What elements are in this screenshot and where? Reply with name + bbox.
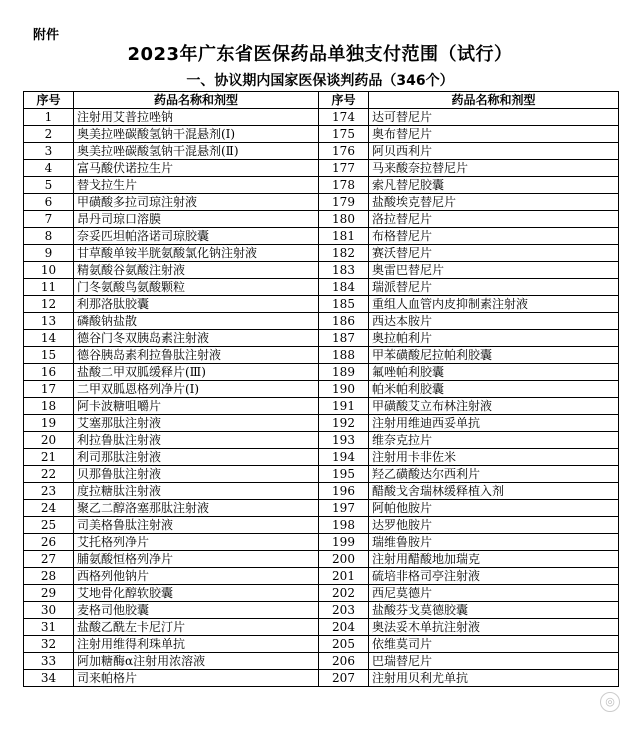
row-left-drug-name: 磷酸钠盐散 bbox=[74, 313, 319, 330]
row-left-drug-name: 贝那鲁肽注射液 bbox=[74, 466, 319, 483]
row-left-drug-name: 度拉糖肽注射液 bbox=[74, 483, 319, 500]
row-left-number: 17 bbox=[24, 381, 74, 398]
row-right-number: 191 bbox=[319, 398, 369, 415]
row-left-number: 27 bbox=[24, 551, 74, 568]
row-right-drug-name: 维奈克拉片 bbox=[369, 432, 619, 449]
table-row bbox=[24, 279, 619, 296]
row-left-number: 20 bbox=[24, 432, 74, 449]
table-row bbox=[24, 449, 619, 466]
row-left-number: 33 bbox=[24, 653, 74, 670]
row-left-number: 18 bbox=[24, 398, 74, 415]
row-left-number: 16 bbox=[24, 364, 74, 381]
table-row bbox=[24, 517, 619, 534]
row-right-drug-name: 帕米帕利胶囊 bbox=[369, 381, 619, 398]
table-row bbox=[24, 500, 619, 517]
row-left-drug-name: 麦格司他胶囊 bbox=[74, 602, 319, 619]
row-right-number: 181 bbox=[319, 228, 369, 245]
row-right-drug-name: 甲磺酸艾立布林注射液 bbox=[369, 398, 619, 415]
row-left-number: 10 bbox=[24, 262, 74, 279]
row-right-drug-name: 马来酸奈拉替尼片 bbox=[369, 160, 619, 177]
row-left-drug-name: 利那洛肽胶囊 bbox=[74, 296, 319, 313]
column-header-right-name: 药品名称和剂型 bbox=[369, 92, 619, 109]
row-right-drug-name: 洛拉替尼片 bbox=[369, 211, 619, 228]
row-left-drug-name: 西格列他钠片 bbox=[74, 568, 319, 585]
row-left-number: 31 bbox=[24, 619, 74, 636]
row-left-drug-name: 司美格鲁肽注射液 bbox=[74, 517, 319, 534]
row-right-number: 194 bbox=[319, 449, 369, 466]
row-right-number: 179 bbox=[319, 194, 369, 211]
row-right-number: 193 bbox=[319, 432, 369, 449]
row-right-drug-name: 注射用卡非佐米 bbox=[369, 449, 619, 466]
table-row bbox=[24, 415, 619, 432]
row-left-number: 30 bbox=[24, 602, 74, 619]
table-row bbox=[24, 432, 619, 449]
table-row bbox=[24, 245, 619, 262]
row-right-number: 200 bbox=[319, 551, 369, 568]
row-right-number: 204 bbox=[319, 619, 369, 636]
row-right-drug-name: 注射用维迪西妥单抗 bbox=[369, 415, 619, 432]
row-right-number: 188 bbox=[319, 347, 369, 364]
row-left-number: 6 bbox=[24, 194, 74, 211]
row-left-number: 12 bbox=[24, 296, 74, 313]
row-left-drug-name: 奥美拉唑碳酸氢钠干混悬剂(Ⅰ) bbox=[74, 126, 319, 143]
table-row bbox=[24, 211, 619, 228]
table-row bbox=[24, 364, 619, 381]
row-right-number: 190 bbox=[319, 381, 369, 398]
row-right-number: 197 bbox=[319, 500, 369, 517]
row-right-number: 182 bbox=[319, 245, 369, 262]
row-left-drug-name: 甘草酸单铵半胱氨酸氯化钠注射液 bbox=[74, 245, 319, 262]
row-right-drug-name: 注射用醋酸地加瑞克 bbox=[369, 551, 619, 568]
table-row bbox=[24, 262, 619, 279]
row-left-number: 3 bbox=[24, 143, 74, 160]
row-right-number: 202 bbox=[319, 585, 369, 602]
row-left-drug-name: 富马酸伏诺拉生片 bbox=[74, 160, 319, 177]
row-left-drug-name: 替戈拉生片 bbox=[74, 177, 319, 194]
row-right-number: 178 bbox=[319, 177, 369, 194]
document-title: 2023年广东省医保药品单独支付范围（试行） bbox=[127, 44, 513, 65]
row-left-number: 13 bbox=[24, 313, 74, 330]
row-right-number: 199 bbox=[319, 534, 369, 551]
table-row bbox=[24, 160, 619, 177]
drug-table bbox=[23, 91, 619, 687]
table-row bbox=[24, 143, 619, 160]
column-header-right-no: 序号 bbox=[319, 92, 369, 109]
table-row bbox=[24, 109, 619, 126]
row-left-number: 29 bbox=[24, 585, 74, 602]
row-right-number: 206 bbox=[319, 653, 369, 670]
row-left-number: 25 bbox=[24, 517, 74, 534]
row-left-drug-name: 盐酸二甲双胍缓释片(Ⅲ) bbox=[74, 364, 319, 381]
row-right-drug-name: 西尼莫德片 bbox=[369, 585, 619, 602]
table-row bbox=[24, 330, 619, 347]
row-left-number: 8 bbox=[24, 228, 74, 245]
row-right-drug-name: 奥拉帕利片 bbox=[369, 330, 619, 347]
table-row bbox=[24, 585, 619, 602]
table-row bbox=[24, 551, 619, 568]
row-left-drug-name: 奈妥匹坦帕洛诺司琼胶囊 bbox=[74, 228, 319, 245]
row-right-drug-name: 西达本胺片 bbox=[369, 313, 619, 330]
row-right-number: 203 bbox=[319, 602, 369, 619]
table-row bbox=[24, 534, 619, 551]
row-left-drug-name: 奥美拉唑碳酸氢钠干混悬剂(Ⅱ) bbox=[74, 143, 319, 160]
table-row bbox=[24, 568, 619, 585]
row-right-drug-name: 醋酸戈舍瑞林缓释植入剂 bbox=[369, 483, 619, 500]
document-subtitle: 一、协议期内国家医保谈判药品（346个） bbox=[186, 73, 454, 89]
row-left-number: 21 bbox=[24, 449, 74, 466]
row-left-drug-name: 阿加糖酶α注射用浓溶液 bbox=[74, 653, 319, 670]
row-left-drug-name: 门冬氨酸鸟氨酸颗粒 bbox=[74, 279, 319, 296]
row-right-drug-name: 索凡替尼胶囊 bbox=[369, 177, 619, 194]
row-left-number: 26 bbox=[24, 534, 74, 551]
row-right-number: 180 bbox=[319, 211, 369, 228]
row-left-number: 24 bbox=[24, 500, 74, 517]
row-left-number: 19 bbox=[24, 415, 74, 432]
row-right-number: 205 bbox=[319, 636, 369, 653]
column-header-left-name: 药品名称和剂型 bbox=[74, 92, 319, 109]
row-right-number: 207 bbox=[319, 670, 369, 687]
row-left-drug-name: 脯氨酸恒格列净片 bbox=[74, 551, 319, 568]
table-row bbox=[24, 653, 619, 670]
row-right-number: 195 bbox=[319, 466, 369, 483]
row-right-number: 183 bbox=[319, 262, 369, 279]
watermark-icon: ◎ bbox=[600, 692, 620, 712]
row-left-number: 34 bbox=[24, 670, 74, 687]
row-right-drug-name: 达罗他胺片 bbox=[369, 517, 619, 534]
row-right-drug-name: 瑞维鲁胺片 bbox=[369, 534, 619, 551]
row-right-number: 186 bbox=[319, 313, 369, 330]
row-left-number: 7 bbox=[24, 211, 74, 228]
row-left-drug-name: 艾地骨化醇软胶囊 bbox=[74, 585, 319, 602]
row-left-drug-name: 利司那肽注射液 bbox=[74, 449, 319, 466]
row-left-number: 9 bbox=[24, 245, 74, 262]
row-left-number: 5 bbox=[24, 177, 74, 194]
table-row bbox=[24, 313, 619, 330]
row-left-drug-name: 德谷胰岛素利拉鲁肽注射液 bbox=[74, 347, 319, 364]
table-row bbox=[24, 194, 619, 211]
column-header-left-no: 序号 bbox=[24, 92, 74, 109]
table-row bbox=[24, 636, 619, 653]
table-row bbox=[24, 619, 619, 636]
row-left-number: 15 bbox=[24, 347, 74, 364]
row-right-drug-name: 奥雷巴替尼片 bbox=[369, 262, 619, 279]
row-left-number: 4 bbox=[24, 160, 74, 177]
row-left-drug-name: 阿卡波糖咀嚼片 bbox=[74, 398, 319, 415]
row-right-drug-name: 布格替尼片 bbox=[369, 228, 619, 245]
table-row bbox=[24, 228, 619, 245]
row-left-drug-name: 艾塞那肽注射液 bbox=[74, 415, 319, 432]
row-right-drug-name: 羟乙磺酸达尔西利片 bbox=[369, 466, 619, 483]
row-right-drug-name: 奥布替尼片 bbox=[369, 126, 619, 143]
table-row bbox=[24, 398, 619, 415]
row-right-drug-name: 达可替尼片 bbox=[369, 109, 619, 126]
row-right-number: 189 bbox=[319, 364, 369, 381]
row-left-drug-name: 甲磺酸多拉司琼注射液 bbox=[74, 194, 319, 211]
row-left-number: 22 bbox=[24, 466, 74, 483]
row-left-number: 14 bbox=[24, 330, 74, 347]
row-right-number: 174 bbox=[319, 109, 369, 126]
row-left-number: 11 bbox=[24, 279, 74, 296]
table-row bbox=[24, 296, 619, 313]
row-right-drug-name: 硫培非格司亭注射液 bbox=[369, 568, 619, 585]
row-right-drug-name: 阿贝西利片 bbox=[369, 143, 619, 160]
row-left-number: 23 bbox=[24, 483, 74, 500]
row-right-number: 201 bbox=[319, 568, 369, 585]
row-left-number: 1 bbox=[24, 109, 74, 126]
row-left-number: 28 bbox=[24, 568, 74, 585]
row-right-drug-name: 巴瑞替尼片 bbox=[369, 653, 619, 670]
row-right-drug-name: 阿帕他胺片 bbox=[369, 500, 619, 517]
row-right-number: 196 bbox=[319, 483, 369, 500]
table-header-row bbox=[24, 92, 619, 109]
row-left-drug-name: 盐酸乙酰左卡尼汀片 bbox=[74, 619, 319, 636]
row-left-drug-name: 利拉鲁肽注射液 bbox=[74, 432, 319, 449]
table-row bbox=[24, 466, 619, 483]
row-left-drug-name: 司来帕格片 bbox=[74, 670, 319, 687]
row-right-drug-name: 盐酸芬戈莫德胶囊 bbox=[369, 602, 619, 619]
row-right-drug-name: 奥法妥木单抗注射液 bbox=[369, 619, 619, 636]
row-left-drug-name: 聚乙二醇洛塞那肽注射液 bbox=[74, 500, 319, 517]
row-right-drug-name: 氟唑帕利胶囊 bbox=[369, 364, 619, 381]
table-row bbox=[24, 483, 619, 500]
table-row bbox=[24, 381, 619, 398]
row-right-drug-name: 甲苯磺酸尼拉帕利胶囊 bbox=[369, 347, 619, 364]
row-right-drug-name: 依维莫司片 bbox=[369, 636, 619, 653]
table-row bbox=[24, 347, 619, 364]
row-right-number: 192 bbox=[319, 415, 369, 432]
row-right-drug-name: 注射用贝利尤单抗 bbox=[369, 670, 619, 687]
row-right-drug-name: 重组人血管内皮抑制素注射液 bbox=[369, 296, 619, 313]
row-right-drug-name: 赛沃替尼片 bbox=[369, 245, 619, 262]
row-left-drug-name: 精氨酸谷氨酸注射液 bbox=[74, 262, 319, 279]
row-left-drug-name: 注射用艾普拉唑钠 bbox=[74, 109, 319, 126]
row-right-number: 176 bbox=[319, 143, 369, 160]
row-left-drug-name: 二甲双胍恩格列净片(Ⅰ) bbox=[74, 381, 319, 398]
row-right-number: 175 bbox=[319, 126, 369, 143]
row-left-drug-name: 昂丹司琼口溶膜 bbox=[74, 211, 319, 228]
row-right-number: 198 bbox=[319, 517, 369, 534]
table-row bbox=[24, 670, 619, 687]
row-right-drug-name: 瑞派替尼片 bbox=[369, 279, 619, 296]
table-body bbox=[24, 109, 619, 687]
row-right-number: 177 bbox=[319, 160, 369, 177]
table-row bbox=[24, 177, 619, 194]
row-right-drug-name: 盐酸埃克替尼片 bbox=[369, 194, 619, 211]
row-left-drug-name: 德谷门冬双胰岛素注射液 bbox=[74, 330, 319, 347]
table-row bbox=[24, 602, 619, 619]
row-left-number: 2 bbox=[24, 126, 74, 143]
row-left-drug-name: 注射用维得利珠单抗 bbox=[74, 636, 319, 653]
table-row bbox=[24, 126, 619, 143]
row-right-number: 184 bbox=[319, 279, 369, 296]
row-right-number: 187 bbox=[319, 330, 369, 347]
attachment-label: 附件 bbox=[33, 28, 60, 43]
row-left-drug-name: 艾托格列净片 bbox=[74, 534, 319, 551]
row-right-number: 185 bbox=[319, 296, 369, 313]
row-left-number: 32 bbox=[24, 636, 74, 653]
